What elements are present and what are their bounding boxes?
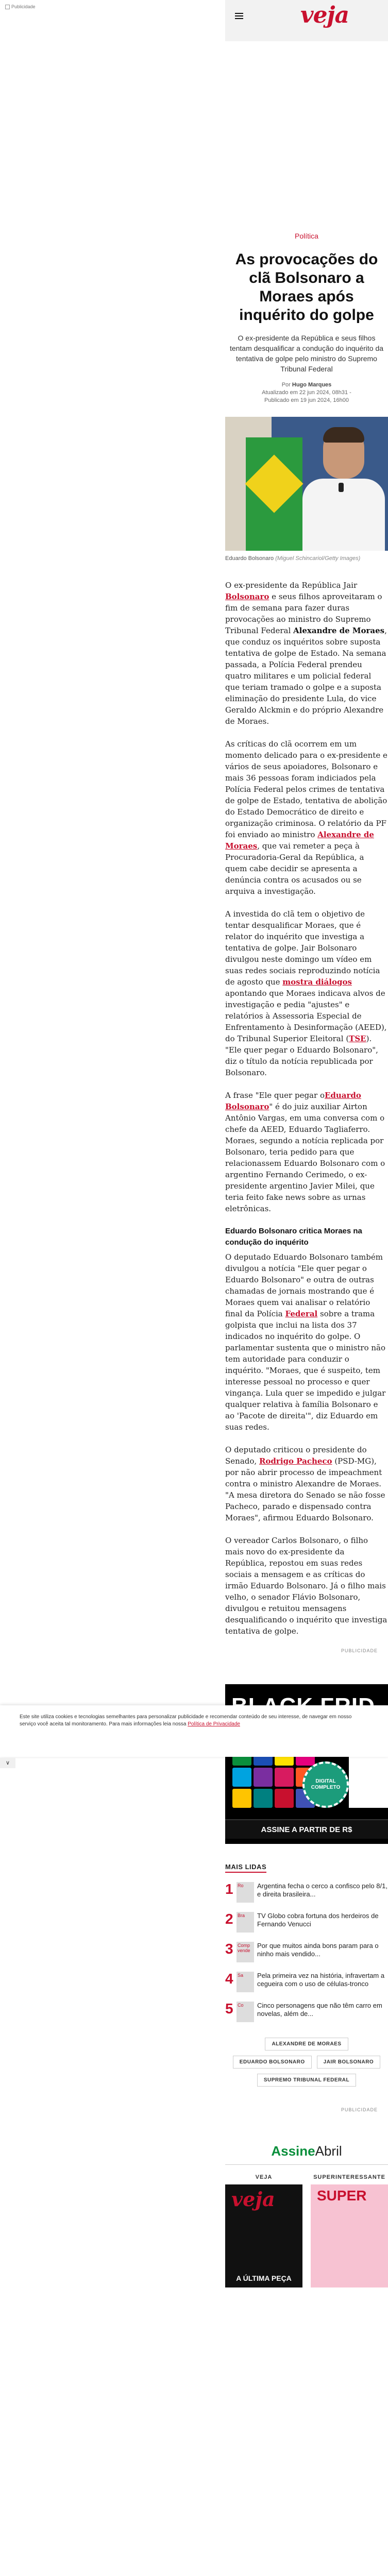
list-item[interactable]: 2 Bra TV Globo cobra fortuna dos herdeiros de Fernando Venucci (225, 1912, 388, 1933)
ad-cta-button[interactable]: ASSINE A PARTIR DE R$ (225, 1819, 388, 1839)
inline-link[interactable]: Federal (285, 1309, 318, 1318)
inline-link[interactable]: Alexandre de Moraes (225, 830, 374, 851)
article-photo (225, 417, 388, 551)
article-subtitle: O ex-presidente da República e seus filhos tentam desqualificar a condução do inquérito da tentativa de golpe pelo ministro do Supremo Tribunal Federal (229, 334, 384, 373)
photo-credit: (Miguel Schincariol/Getty Images) (275, 555, 361, 562)
magazine-card[interactable]: SUPERINTERESSANTE SUPER (311, 2174, 388, 2287)
byline-prefix: Por (281, 382, 291, 388)
assine-abril-logo[interactable]: AssineAbril (225, 2143, 388, 2165)
list-item[interactable]: 5 Co Cinco personagens que não têm carro em novelas, além de... (225, 2002, 388, 2022)
veja-logo[interactable]: veja (300, 2, 349, 28)
list-item[interactable]: 4 Sa Pela primeira vez na história, infravertam a cegueira com o uso de células-tronco (225, 1972, 388, 1992)
tag-list (225, 2038, 388, 2087)
ad-seal: DIGITAL COMPLETO (302, 1761, 349, 1808)
paragraph: A investida do clã tem o objetivo de tentar desqualificar Moraes, que é relator do inquérito que investiga a tentativa de golpe. Jair Bolsonaro divulgou neste domingo um vídeo em suas redes sociais reproduzindo notícia de agosto que mostra diálogos apontando que Moraes indicava alvos de investigação e pedia "ajustes" e relatórios à Assessoria Especial de Enfrentamento à Desinformação (AEED), do Tribunal Superior Eleitoral (TSE). "Ele quer pegar o Eduardo Bolsonaro", diz o título da notícia republicada por Bolsonaro. (225, 909, 387, 1077)
mais-lidas-heading: MAIS LIDAS (225, 1863, 266, 1873)
inline-link[interactable]: Rodrigo Pacheco (259, 1456, 332, 1466)
thumbnail: Co (237, 2002, 254, 2022)
paragraph: A frase "Ele quer pegar oEduardo Bolsonaro" é do juiz auxiliar Airton Antônio Vargas, em uma conversa com o chefe da AEED, Eduardo Tagliaferro. Moraes, segundo a notícia replicada por Bolsonaro, teria pedido para que relacionassem Eduardo Bolsonaro com o argentino Fernando Cerimedo, o ex-presidente argentino Javier Milei, que teria feito fake news sobre as urnas eletrônicas. (225, 1091, 385, 1213)
paragraph: O deputado Eduardo Bolsonaro também divulgou a notícia "Ele quer pegar o Eduardo Bolsonaro" e outra de outras chamadas de jornais mostrando que é Moraes quem vai analisar o relatório final da Polícia Federal sobre a trama golpista que inclui na lista dos 37 indicados no inquérito do golpe. O parlamentar sustenta que o ministro não tem autoridade para conduzir o inquérito. "Moraes, que é suspeito, tem interesse pessoal no processo e quer vingança. Lula quer se impedido e julgar qualquer relativa à família Bolsonaro e ao 'Pacote de direita'", diz Eduardo em suas redes. (225, 1252, 386, 1432)
tag[interactable]: JAIR BOLSONARO (317, 2056, 381, 2069)
inline-link[interactable]: mostra diálogos (282, 977, 352, 987)
byline (225, 381, 388, 404)
paragraph: O deputado criticou o presidente do Senado, Rodrigo Pacheco (PSD-MG), por não abrir processo de impeachment contra o ministro Alexandre de Moraes. "A mesa diretora do Senado se não fosse Pacheco, parado e dispensado contra Moraes", afirmou Eduardo Bolsonaro. (225, 1445, 385, 1522)
tag[interactable]: ALEXANDRE DE MORAES (265, 2038, 348, 2050)
magazine-cover: SUPER (311, 2184, 388, 2287)
publicidade-label: PUBLICIDADE (341, 1648, 378, 1653)
article-title: As provocações do clã Bolsonaro a Moraes após inquérito do golpe (235, 251, 378, 324)
published-date: Publicado em 19 jun 2024, 16h00 (264, 397, 349, 403)
privacy-policy-link[interactable]: Política de Privacidade (188, 1721, 240, 1727)
article-body (225, 580, 388, 1637)
magazine-cover: veja A ÚLTIMA PEÇA (225, 2184, 302, 2287)
list-item[interactable]: 3 Comp vende Por que muitos ainda bons param para o ninho mais vendido... (225, 1942, 388, 1962)
mais-lidas (225, 1862, 388, 2022)
thumbnail: Bra (237, 1912, 254, 1933)
inline-link[interactable]: Eduardo Bolsonaro (225, 1091, 361, 1111)
ad-badge-label: Publicidade (11, 4, 36, 9)
menu-icon[interactable] (235, 10, 246, 22)
list-item[interactable]: 1 Ro Argentina fecha o cerco a confisco pelo 8/1, e direita brasileira... (225, 1882, 388, 1903)
thumbnail: Sa (237, 1972, 254, 1992)
author-link[interactable]: Hugo Marques (292, 382, 332, 388)
photo-caption: Eduardo Bolsonaro (Miguel Schincariol/Getty Images) (225, 555, 361, 562)
paragraph: As críticas do clã ocorrem em um momento delicado para o ex-presidente e vários de seus apoiadores, Bolsonaro e mais 36 pessoas foram indiciados pela Polícia Federal pelos crimes de tentativa de golpe de Estado, tentativa de abolição do Estado Democrático de direito e organização criminosa. O relatório da PF foi enviado ao ministro Alexandre de Moraes, que vai remeter a peça à Procuradoria-Geral da República, a quem cabe decidir se apresenta a denúncia contra os acusados ou se arquiva a investigação. (225, 739, 387, 896)
magazine-card[interactable]: VEJA veja A ÚLTIMA PEÇA (225, 2174, 302, 2287)
ad-badge-icon (5, 5, 10, 9)
thumbnail: Ro (237, 1882, 254, 1903)
cookie-text: Este site utiliza cookies e tecnologias semelhantes para personalizar publicidade e recomendar conteúdo de seu interesse, de navegar em nosso serviço você aceita tal monitoramento. Para mais informações leia nossa Política de Privacidade (20, 1714, 352, 1727)
main-content (225, 46, 388, 2287)
paragraph: O ex-presidente da República Jair Bolsonaro e seus filhos aproveitaram o fim de semana para fazer duras provocações ao ministro do Supremo Tribunal Federal Alexandre de Moraes, que conduz os inquéritos sobre suposta tentativa de golpe de Estado. Na semana passada, a Polícia Federal prendeu quatro militares e um policial federal que teriam tramado o golpe e a suposta eliminação do presidente Lula, do vice Geraldo Alckmin e do próprio Alexandre de Moraes. (225, 581, 387, 726)
publicidade-label: PUBLICIDADE (341, 2107, 378, 2112)
chevron-down-icon[interactable]: ∨ (0, 1758, 15, 1768)
inline-link[interactable]: Bolsonaro (225, 592, 269, 601)
tag[interactable]: EDUARDO BOLSONARO (233, 2056, 312, 2069)
ad-badge[interactable] (5, 4, 36, 9)
cookie-banner (0, 1705, 388, 1757)
paragraph: O vereador Carlos Bolsonaro, o filho mais novo do ex-presidente da República, repostou em suas redes sociais a mensagem e as críticas do irmão Eduardo Bolsonaro. Já o filho mais velho, o senador Flávio Bolsonaro, divulgou e retuitou mensagens desqualificando o inquérito que investiga tentativa de golpe. (225, 1536, 387, 1636)
subheading: Eduardo Bolsonaro critica Moraes na condução do inquérito (225, 1227, 362, 1247)
updated-date: Atualizado em 22 jun 2024, 08h31 - (262, 389, 351, 396)
inline-link[interactable]: TSE (349, 1034, 366, 1043)
section-label[interactable]: Política (295, 232, 318, 240)
thumbnail: Comp vende (237, 1942, 254, 1962)
magazine-list (225, 2174, 388, 2287)
site-header (0, 0, 388, 46)
tag[interactable]: SUPREMO TRIBUNAL FEDERAL (257, 2074, 356, 2087)
